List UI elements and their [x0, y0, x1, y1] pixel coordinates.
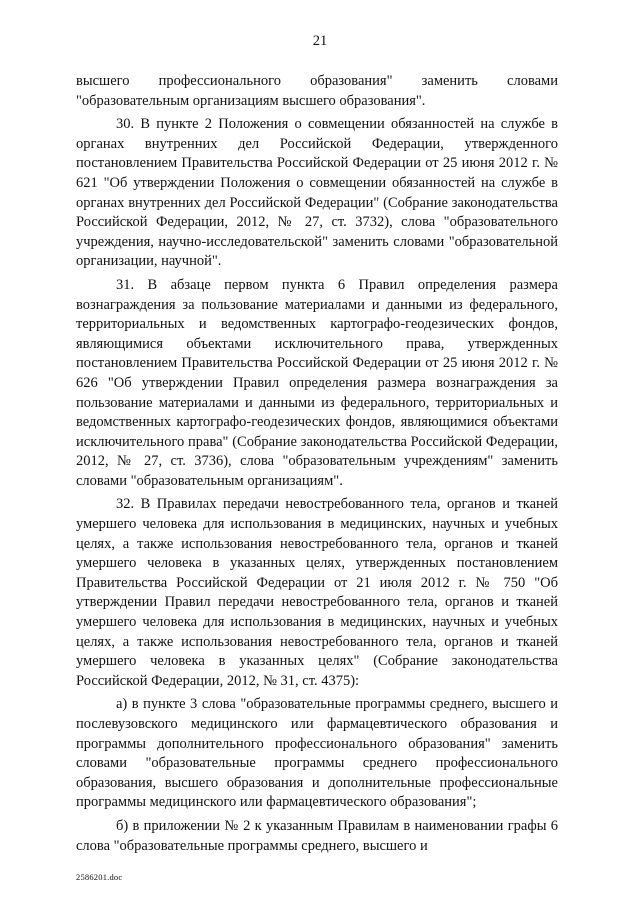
paragraph-item-30: 30. В пункте 2 Положения о совмещении обязанностей на службе в органах внутренних дел Российской Федерации, утвержденного постановлением Правительства Российской Федерации от 25 июня 2012 г. № 621 "Об утверждении Положения о совмещении обязанностей на службе в органах внутренних дел Российской Федерации" (Собрание законодательства Российской Федерации, 2012, № 27, ст. 3732), слова "образовательного учреждения, научно-исследовательской" заменить словами "образовательной организации, научной".	[76, 116, 558, 270]
document-file-code: 2586201.doc	[76, 872, 123, 882]
paragraph-item-32: 32. В Правилах передачи невостребованного тела, органов и тканей умершего человека для использования в медицинских, научных и учебных целях, а также использования невостребованного тела, органов и тканей умершего человека в указанных целях, утвержденных постановлением Правительства Российской Федерации от 21 июля 2012 г. № 750 "Об утверждении Правил передачи невостребованного тела, органов и тканей умершего человека для использования в медицинских, научных и учебных целях, а также использования невостребованного тела, органов и тканей умершего человека в указанных целях" (Собрание законодательства Российской Федерации, 2012, № 31, ст. 4375):	[76, 496, 558, 689]
document-body	[76, 72, 558, 856]
paragraph-subitem-a: а) в пункте 3 слова "образовательные программы среднего, высшего и послевузовского медицинского или фармацевтического образования и программы дополнительного профессионального образования" заменить словами "образовательные программы среднего профессионального образования, высшего образования и дополнительные профессиональные программы медицинского или фармацевтического образования";	[76, 696, 558, 811]
paragraph-subitem-b: б) в приложении № 2 к указанным Правилам в наименовании графы 6 слова "образовательные программы среднего, высшего и	[76, 817, 558, 854]
page-number: 21	[312, 33, 328, 49]
paragraph-item-31: 31. В абзаце первом пункта 6 Правил определения размера вознаграждения за пользование материалами и данными из федерального, территориальных и ведомственных картографо-геодезических фондов, являющимися объектами исключительного права, утвержденных постановлением Правительства Российской Федерации от 25 июня 2012 г. № 626 "Об утверждении Правил определения размера вознаграждения за пользование материалами и данными из федерального, территориальных и ведомственных картографо-геодезических фондов, являющимися объектами исключительного права" (Собрание законодательства Российской Федерации, 2012, № 27, ст. 3736), слова "образовательным учреждениям" заменить словами "образовательным организациям".	[76, 276, 558, 489]
paragraph-continuation: высшего профессионального образования" заменить словами "образовательным организациям высшего образования".	[76, 73, 558, 109]
